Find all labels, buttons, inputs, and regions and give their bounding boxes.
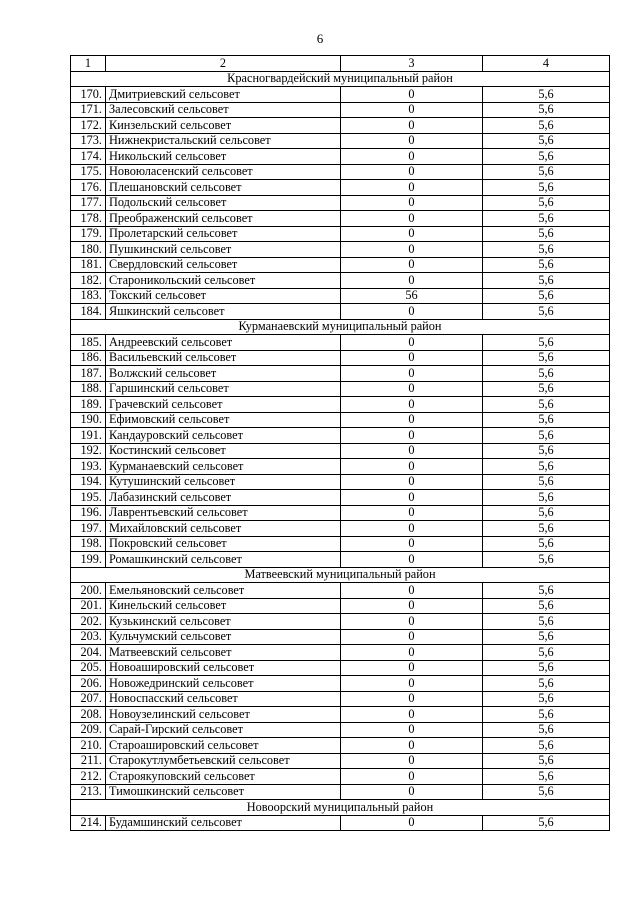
row-number-cell: 207. (71, 691, 106, 707)
row-number-cell: 198. (71, 536, 106, 552)
settlement-name-cell: Лабазинский сельсовет (106, 490, 341, 506)
value-col4-cell: 5,6 (483, 350, 610, 366)
table-row (71, 691, 610, 707)
section-header-row (71, 567, 610, 583)
value-col3-cell: 0 (341, 428, 483, 444)
table-row (71, 381, 610, 397)
value-col3-cell: 0 (341, 769, 483, 785)
settlement-name-cell: Волжский сельсовет (106, 366, 341, 382)
table-row (71, 118, 610, 134)
value-col3-cell: 0 (341, 676, 483, 692)
table-row (71, 257, 610, 273)
row-number-cell: 185. (71, 335, 106, 351)
value-col4-cell: 5,6 (483, 598, 610, 614)
settlement-name-cell: Нижнекристальский сельсовет (106, 133, 341, 149)
settlement-name-cell: Андреевский сельсовет (106, 335, 341, 351)
settlement-name-cell: Залесовский сельсовет (106, 102, 341, 118)
row-number-cell: 210. (71, 738, 106, 754)
settlement-name-cell: Староашировский сельсовет (106, 738, 341, 754)
table-row (71, 583, 610, 599)
row-number-cell: 208. (71, 707, 106, 723)
settlement-name-cell: Лаврентьевский сельсовет (106, 505, 341, 521)
settlement-name-cell: Михайловский сельсовет (106, 521, 341, 537)
header-cell-4: 4 (483, 56, 610, 72)
value-col4-cell: 5,6 (483, 257, 610, 273)
value-col3-cell: 0 (341, 738, 483, 754)
value-col4-cell: 5,6 (483, 273, 610, 289)
settlement-name-cell: Старокутлумбетьевский сельсовет (106, 753, 341, 769)
settlement-name-cell: Васильевский сельсовет (106, 350, 341, 366)
row-number-cell: 203. (71, 629, 106, 645)
table-row (71, 443, 610, 459)
value-col3-cell: 0 (341, 211, 483, 227)
row-number-cell: 179. (71, 226, 106, 242)
settlement-name-cell: Новоюласенский сельсовет (106, 164, 341, 180)
row-number-cell: 178. (71, 211, 106, 227)
table-row (71, 335, 610, 351)
value-col3-cell: 0 (341, 257, 483, 273)
settlement-name-cell: Новоспасский сельсовет (106, 691, 341, 707)
table-row (71, 397, 610, 413)
settlement-name-cell: Яшкинский сельсовет (106, 304, 341, 320)
row-number-cell: 188. (71, 381, 106, 397)
value-col3-cell: 0 (341, 598, 483, 614)
table-row (71, 428, 610, 444)
value-col3-cell: 0 (341, 629, 483, 645)
value-col4-cell: 5,6 (483, 180, 610, 196)
table-row (71, 350, 610, 366)
value-col4-cell: 5,6 (483, 474, 610, 490)
value-col4-cell: 5,6 (483, 211, 610, 227)
settlement-name-cell: Емельяновский сельсовет (106, 583, 341, 599)
value-col3-cell: 0 (341, 87, 483, 103)
table-row (71, 536, 610, 552)
settlement-name-cell: Покровский сельсовет (106, 536, 341, 552)
table-row (71, 707, 610, 723)
row-number-cell: 171. (71, 102, 106, 118)
value-col4-cell: 5,6 (483, 459, 610, 475)
table-row (71, 366, 610, 382)
table-row (71, 87, 610, 103)
value-col3-cell: 0 (341, 149, 483, 165)
table-header-row (71, 56, 610, 72)
value-col4-cell: 5,6 (483, 552, 610, 568)
section-header-row (71, 319, 610, 335)
value-col4-cell: 5,6 (483, 102, 610, 118)
settlement-name-cell: Новожедринский сельсовет (106, 676, 341, 692)
settlement-name-cell: Ефимовский сельсовет (106, 412, 341, 428)
table-row (71, 505, 610, 521)
settlement-name-cell: Пролетарский сельсовет (106, 226, 341, 242)
row-number-cell: 194. (71, 474, 106, 490)
document-table (70, 55, 610, 831)
value-col4-cell: 5,6 (483, 583, 610, 599)
row-number-cell: 214. (71, 815, 106, 831)
table-row (71, 211, 610, 227)
value-col4-cell: 5,6 (483, 707, 610, 723)
value-col4-cell: 5,6 (483, 118, 610, 134)
value-col4-cell: 5,6 (483, 536, 610, 552)
value-col3-cell: 0 (341, 118, 483, 134)
row-number-cell: 213. (71, 784, 106, 800)
value-col4-cell: 5,6 (483, 195, 610, 211)
settlement-name-cell: Кульчумский сельсовет (106, 629, 341, 645)
value-col3-cell: 0 (341, 273, 483, 289)
row-number-cell: 191. (71, 428, 106, 444)
table-row (71, 490, 610, 506)
value-col4-cell: 5,6 (483, 412, 610, 428)
value-col3-cell: 0 (341, 180, 483, 196)
value-col4-cell: 5,6 (483, 676, 610, 692)
table-row (71, 629, 610, 645)
row-number-cell: 182. (71, 273, 106, 289)
row-number-cell: 175. (71, 164, 106, 180)
row-number-cell: 196. (71, 505, 106, 521)
value-col4-cell: 5,6 (483, 660, 610, 676)
settlement-name-cell: Дмитриевский сельсовет (106, 87, 341, 103)
value-col4-cell: 5,6 (483, 722, 610, 738)
table-row (71, 769, 610, 785)
value-col4-cell: 5,6 (483, 521, 610, 537)
row-number-cell: 206. (71, 676, 106, 692)
table-row (71, 753, 610, 769)
value-col4-cell: 5,6 (483, 645, 610, 661)
value-col4-cell: 5,6 (483, 784, 610, 800)
value-col3-cell: 0 (341, 660, 483, 676)
value-col3-cell: 0 (341, 133, 483, 149)
value-col4-cell: 5,6 (483, 490, 610, 506)
table-row (71, 226, 610, 242)
value-col4-cell: 5,6 (483, 815, 610, 831)
value-col4-cell: 5,6 (483, 366, 610, 382)
value-col3-cell: 0 (341, 397, 483, 413)
value-col4-cell: 5,6 (483, 443, 610, 459)
row-number-cell: 177. (71, 195, 106, 211)
settlement-name-cell: Пушкинский сельсовет (106, 242, 341, 258)
table-row (71, 304, 610, 320)
value-col3-cell: 0 (341, 474, 483, 490)
value-col3-cell: 0 (341, 521, 483, 537)
value-col3-cell: 0 (341, 459, 483, 475)
table-row (71, 459, 610, 475)
page-number: 6 (316, 31, 324, 46)
table-row (71, 195, 610, 211)
row-number-cell: 204. (71, 645, 106, 661)
row-number-cell: 192. (71, 443, 106, 459)
table-row (71, 102, 610, 118)
table-row (71, 815, 610, 831)
value-col3-cell: 0 (341, 195, 483, 211)
value-col4-cell: 5,6 (483, 614, 610, 630)
table-row (71, 521, 610, 537)
value-col4-cell: 5,6 (483, 164, 610, 180)
settlement-name-cell: Преображенский сельсовет (106, 211, 341, 227)
value-col3-cell: 0 (341, 381, 483, 397)
table-row (71, 552, 610, 568)
row-number-cell: 172. (71, 118, 106, 134)
settlement-name-cell: Новоузелинский сельсовет (106, 707, 341, 723)
value-col3-cell: 0 (341, 722, 483, 738)
settlement-name-cell: Кузькинский сельсовет (106, 614, 341, 630)
settlement-name-cell: Токский сельсовет (106, 288, 341, 304)
row-number-cell: 197. (71, 521, 106, 537)
value-col4-cell: 5,6 (483, 87, 610, 103)
table-row (71, 412, 610, 428)
table-row (71, 676, 610, 692)
row-number-cell: 174. (71, 149, 106, 165)
section-header-row (71, 71, 610, 87)
value-col3-cell: 0 (341, 412, 483, 428)
value-col4-cell: 5,6 (483, 505, 610, 521)
value-col4-cell: 5,6 (483, 629, 610, 645)
settlement-name-cell: Новоашировский сельсовет (106, 660, 341, 676)
settlement-name-cell: Будамшинский сельсовет (106, 815, 341, 831)
section-title: Матвеевский муниципальный район (71, 567, 610, 583)
value-col3-cell: 0 (341, 304, 483, 320)
table-row (71, 660, 610, 676)
row-number-cell: 193. (71, 459, 106, 475)
row-number-cell: 190. (71, 412, 106, 428)
settlement-name-cell: Грачевский сельсовет (106, 397, 341, 413)
value-col3-cell: 0 (341, 583, 483, 599)
row-number-cell: 189. (71, 397, 106, 413)
table-row (71, 598, 610, 614)
row-number-cell: 200. (71, 583, 106, 599)
header-cell-3: 3 (341, 56, 483, 72)
table-row (71, 242, 610, 258)
value-col4-cell: 5,6 (483, 428, 610, 444)
settlement-name-cell: Гаршинский сельсовет (106, 381, 341, 397)
settlement-name-cell: Плешановский сельсовет (106, 180, 341, 196)
table-row (71, 474, 610, 490)
value-col3-cell: 0 (341, 645, 483, 661)
value-col4-cell: 5,6 (483, 304, 610, 320)
row-number-cell: 184. (71, 304, 106, 320)
table-row (71, 180, 610, 196)
row-number-cell: 183. (71, 288, 106, 304)
row-number-cell: 173. (71, 133, 106, 149)
row-number-cell: 201. (71, 598, 106, 614)
section-title: Красногвардейский муниципальный район (71, 71, 610, 87)
row-number-cell: 209. (71, 722, 106, 738)
settlement-name-cell: Подольский сельсовет (106, 195, 341, 211)
settlement-name-cell: Тимошкинский сельсовет (106, 784, 341, 800)
value-col3-cell: 0 (341, 753, 483, 769)
header-cell-2: 2 (106, 56, 341, 72)
value-col3-cell: 0 (341, 242, 483, 258)
row-number-cell: 211. (71, 753, 106, 769)
row-number-cell: 195. (71, 490, 106, 506)
value-col3-cell: 0 (341, 552, 483, 568)
section-header-row (71, 800, 610, 816)
value-col4-cell: 5,6 (483, 288, 610, 304)
settlement-name-cell: Матвеевский сельсовет (106, 645, 341, 661)
table-row (71, 784, 610, 800)
row-number-cell: 176. (71, 180, 106, 196)
table-row (71, 722, 610, 738)
value-col3-cell: 0 (341, 443, 483, 459)
row-number-cell: 205. (71, 660, 106, 676)
value-col4-cell: 5,6 (483, 381, 610, 397)
value-col3-cell: 0 (341, 815, 483, 831)
row-number-cell: 212. (71, 769, 106, 785)
row-number-cell: 181. (71, 257, 106, 273)
value-col4-cell: 5,6 (483, 397, 610, 413)
value-col3-cell: 0 (341, 366, 483, 382)
settlement-name-cell: Курманаевский сельсовет (106, 459, 341, 475)
table-row (71, 645, 610, 661)
settlement-name-cell: Костинский сельсовет (106, 443, 341, 459)
value-col3-cell: 0 (341, 614, 483, 630)
value-col3-cell: 0 (341, 505, 483, 521)
header-cell-1: 1 (71, 56, 106, 72)
row-number-cell: 202. (71, 614, 106, 630)
settlement-name-cell: Староякуповский сельсовет (106, 769, 341, 785)
value-col3-cell: 0 (341, 784, 483, 800)
settlement-name-cell: Никольский сельсовет (106, 149, 341, 165)
table-row (71, 273, 610, 289)
value-col4-cell: 5,6 (483, 769, 610, 785)
settlement-name-cell: Староникольский сельсовет (106, 273, 341, 289)
table-row (71, 149, 610, 165)
row-number-cell: 199. (71, 552, 106, 568)
value-col3-cell: 0 (341, 226, 483, 242)
value-col3-cell: 56 (341, 288, 483, 304)
table-row (71, 164, 610, 180)
value-col3-cell: 0 (341, 350, 483, 366)
settlement-name-cell: Кинельский сельсовет (106, 598, 341, 614)
value-col3-cell: 0 (341, 490, 483, 506)
section-title: Новоорский муниципальный район (71, 800, 610, 816)
value-col3-cell: 0 (341, 164, 483, 180)
table-row (71, 133, 610, 149)
section-title: Курманаевский муниципальный район (71, 319, 610, 335)
value-col4-cell: 5,6 (483, 133, 610, 149)
row-number-cell: 170. (71, 87, 106, 103)
table-row (71, 288, 610, 304)
row-number-cell: 187. (71, 366, 106, 382)
value-col3-cell: 0 (341, 707, 483, 723)
table-row (71, 614, 610, 630)
value-col4-cell: 5,6 (483, 242, 610, 258)
value-col4-cell: 5,6 (483, 738, 610, 754)
value-col3-cell: 0 (341, 102, 483, 118)
settlement-name-cell: Ромашкинский сельсовет (106, 552, 341, 568)
settlement-name-cell: Кинзельский сельсовет (106, 118, 341, 134)
value-col4-cell: 5,6 (483, 753, 610, 769)
row-number-cell: 180. (71, 242, 106, 258)
value-col4-cell: 5,6 (483, 691, 610, 707)
settlement-name-cell: Кандауровский сельсовет (106, 428, 341, 444)
settlement-name-cell: Кутушинский сельсовет (106, 474, 341, 490)
settlement-name-cell: Сарай-Гирский сельсовет (106, 722, 341, 738)
value-col3-cell: 0 (341, 691, 483, 707)
value-col4-cell: 5,6 (483, 335, 610, 351)
settlement-name-cell: Свердловский сельсовет (106, 257, 341, 273)
row-number-cell: 186. (71, 350, 106, 366)
value-col3-cell: 0 (341, 335, 483, 351)
table-row (71, 738, 610, 754)
value-col4-cell: 5,6 (483, 149, 610, 165)
value-col3-cell: 0 (341, 536, 483, 552)
table-body (71, 56, 610, 831)
value-col4-cell: 5,6 (483, 226, 610, 242)
